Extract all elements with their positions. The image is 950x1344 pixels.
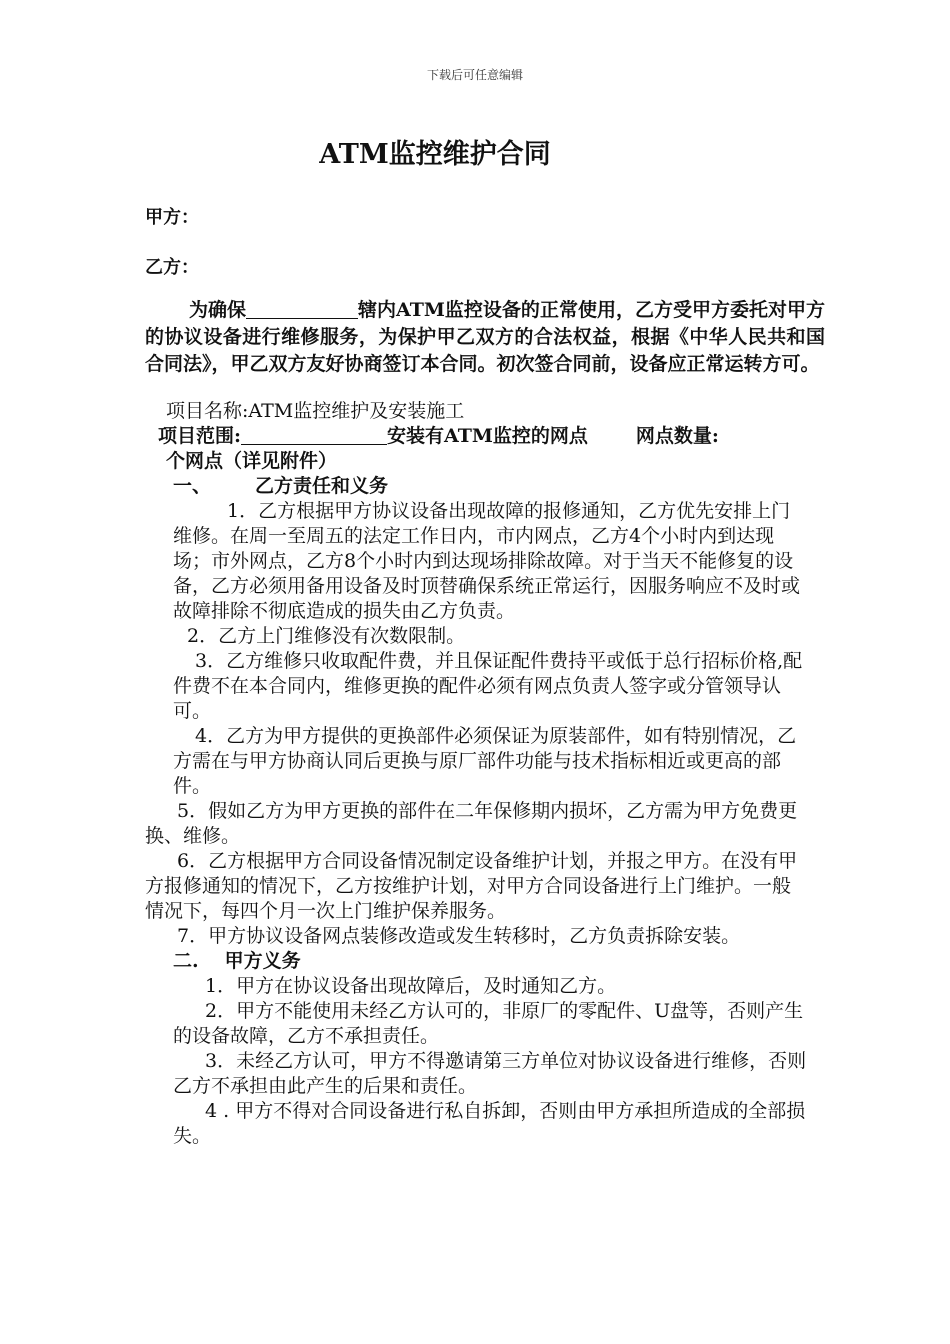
header-note: 下载后可任意编辑	[426, 68, 523, 82]
section2-item-1: 1．甲方在协议设备出现故障后，及时通知乙方。	[205, 975, 617, 997]
site-count-unit: 个网点（详见附件）	[166, 450, 338, 472]
section1-item-7: 7．甲方协议设备网点装修改造或发生转移时，乙方负责拆除安装。	[177, 925, 741, 947]
section2-heading	[173, 949, 808, 974]
intro-paragraph	[145, 297, 825, 378]
party-a-label: 甲方：	[145, 207, 199, 228]
section1-item-1: 1．乙方根据甲方协议设备出现故障的报修通知，乙方优先安排上门维修。在周一至周五的法定工作日内，市内网点，乙方4个小时内到达现场；市外网点，乙方8个小时内到达现场排除故障。对于当天不能修复的设备，乙方必须用备用设备及时顶替确保系统正常运行，因服务响应不及时或故障排除不彻底造成的损失由乙方负责。	[173, 500, 801, 622]
party-b-label: 乙方：	[145, 257, 199, 278]
project-name: 项目名称:ATM监控维护及安装施工	[166, 400, 465, 422]
site-count-label: 网点数量:	[635, 425, 719, 447]
section1-item-6: 6．乙方根据甲方合同设备情况制定设备维护计划，并报之甲方。在没有甲方报修通知的情况下，乙方按维护计划，对甲方合同设备进行上门维护。一般情况下，每四个月一次上门维护保养服务。	[145, 850, 798, 922]
section1-item-2: 2．乙方上门维修没有次数限制。	[187, 625, 466, 647]
project-scope-blank	[241, 424, 387, 445]
section2-item-4: 4 . 甲方不得对合同设备进行私自拆卸，否则由甲方承担所造成的全部损失。	[173, 1100, 806, 1147]
section1-title: 乙方责任和义务	[255, 475, 389, 497]
project-scope-label: 项目范围:	[158, 425, 242, 447]
project-scope	[158, 424, 719, 449]
section2-item-3: 3．未经乙方认可，甲方不得邀请第三方单位对协议设备进行维修，否则乙方不承担由此产生的后果和责任。	[173, 1050, 807, 1097]
section1-body	[145, 499, 808, 1149]
section1-item-5: 5．假如乙方为甲方更换的部件在二年保修期内损坏，乙方需为甲方免费更换、维修。	[145, 800, 798, 847]
document-title: ATM监控维护合同	[319, 139, 551, 170]
section1-heading	[173, 474, 388, 499]
intro-lead: 为确保	[189, 299, 247, 321]
section2-number: 二.	[173, 950, 199, 972]
intro-rest: 辖内ATM监控设备的正常使用，乙方受甲方委托对甲方的协议设备进行维修服务，为保护甲乙双方的合法权益，根据《中华人民共和国合同法》，甲乙双方友好协商签订本合同。初次签合同前，设备应正常运转方可。	[145, 299, 825, 375]
section1-number: 一、	[173, 475, 212, 497]
section2-item-2: 2．甲方不能使用未经乙方认可的，非原厂的零配件、U盘等，否则产生的设备故障，乙方不承担责任。	[173, 1000, 804, 1047]
section1-item-4: 4．乙方为甲方提供的更换部件必须保证为原装部件，如有特别情况，乙方需在与甲方协商认同后更换与原厂部件功能与技术指标相近或更高的部件。	[173, 725, 797, 797]
project-scope-after: 安装有ATM监控的网点	[387, 425, 588, 447]
section1-item-3: 3．乙方维修只收取配件费，并且保证配件费持平或低于总行招标价格,配件费不在本合同内，维修更换的配件必须有网点负责人签字或分管领导认可。	[173, 650, 803, 722]
section2-title: 甲方义务	[224, 950, 301, 972]
intro-blank-field	[246, 298, 358, 319]
